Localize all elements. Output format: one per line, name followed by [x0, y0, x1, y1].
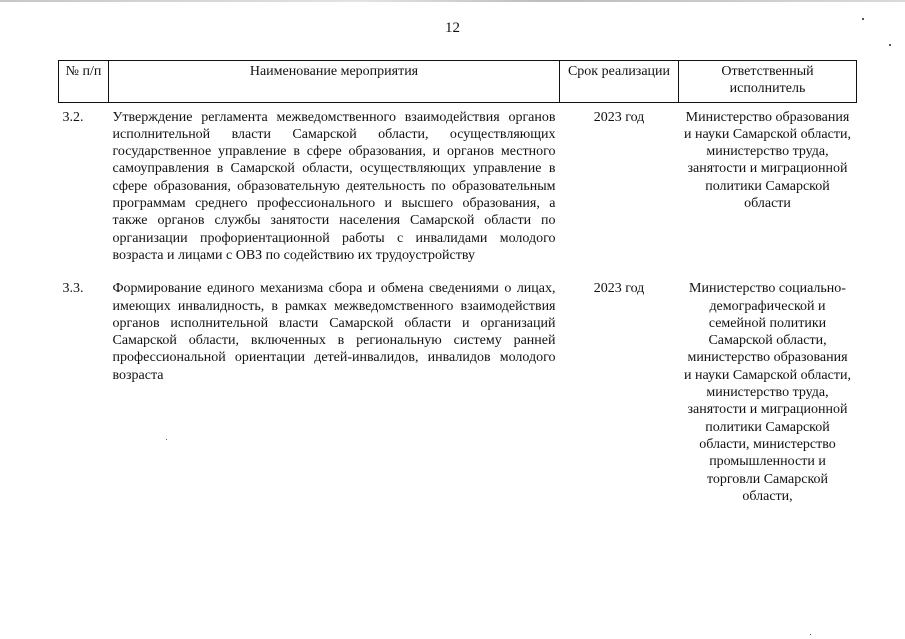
header-name: Наименование мероприятия [109, 61, 560, 103]
row-number: 3.2. [62, 109, 84, 125]
page-number: 12 [445, 20, 460, 36]
header-number: № п/п [59, 61, 109, 103]
table-row [59, 102, 857, 280]
header-responsible: Ответственный исполнитель [679, 61, 857, 103]
table-row [59, 280, 857, 505]
row-activity-name: Формирование единого механизма сбора и обмена сведениями о лицах, имеющих инвалидность, в рамках межведомственного взаимодействия органов исполнительной власти Самарской области и организаций Самарской области, включенных в региональную систему ранней профессиональной ориентации детей-инвалидов, инвалидов молодого возраста [112, 281, 556, 383]
activities-table [58, 60, 857, 505]
row-responsible: Министерство социально-демографической и семейной политики Самарской области, министерство образования и науки Самарской области, министерство труда, занятости и миграционной политики Самарской области, министерство промышленности и торговли Самарской области, [684, 281, 851, 504]
row-responsible: Министерство образования и науки Самарской области, министерство труда, занятости и миграционной политики Самарской области [684, 109, 851, 212]
scan-speck [889, 44, 891, 46]
scan-edge-line [0, 0, 905, 2]
table-header-row [59, 61, 857, 103]
row-deadline: 2023 год [593, 281, 645, 297]
row-number: 3.3. [62, 281, 84, 297]
row-activity-name: Утверждение регламента межведомственного взаимодействия органов исполнительной власти Самарской области, осуществляющих государственное управление в сфере образования, и органов местного самоуправления в Самарской области, осуществляющих управление в сфере образования, образовательную деятельность по образовательным программам среднего профессионального и высшего образования, а также органов службы занятости населения Самарской области по организации профориентационной работы с инвалидами молодого возраста и лицами с ОВЗ по содействию их трудоустройству [112, 109, 556, 263]
row-deadline: 2023 год [593, 109, 645, 125]
scan-speck [810, 634, 811, 635]
header-deadline: Срок реализации [560, 61, 679, 103]
